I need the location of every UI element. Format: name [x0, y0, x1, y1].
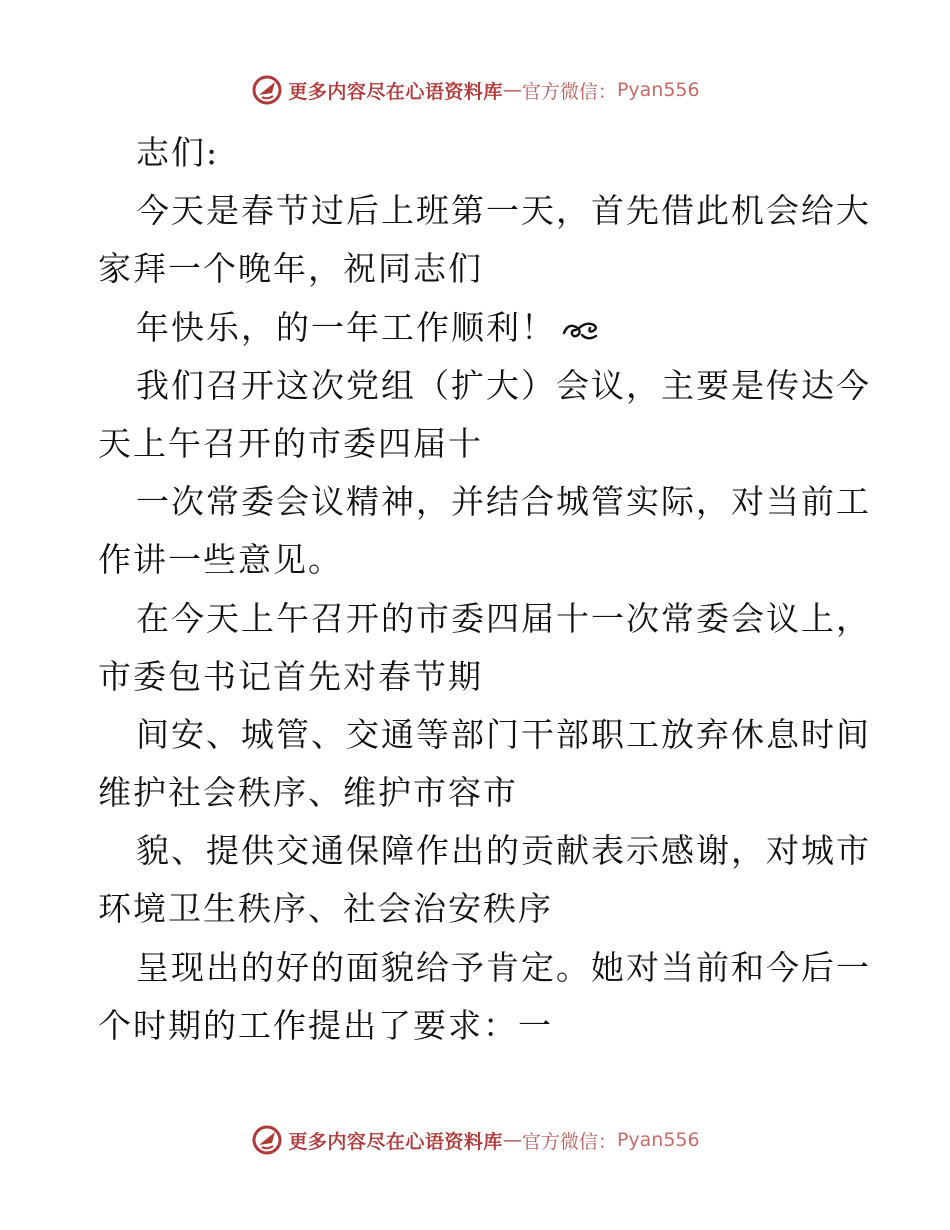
text-line: 环境卫生秩序、社会治安秩序 — [98, 889, 553, 929]
text-line: 家拜一个晚年，祝同志们 — [98, 249, 483, 289]
watermark-title: 更多内容尽在心语资料库 — [288, 1130, 503, 1153]
document-body — [98, 124, 871, 1055]
watermark-footer — [0, 1120, 950, 1160]
watermark-wechat-id: Pyan556 — [616, 79, 700, 101]
watermark-separator: ： — [597, 1130, 617, 1153]
watermark-header — [0, 70, 950, 110]
text-line: 在今天上午召开的市委四届十一次常委会议上， — [136, 598, 871, 638]
watermark-subtitle: 官方微信 — [521, 1130, 598, 1153]
text-line: 作讲一些意见。 — [98, 540, 343, 580]
watermark-title: 更多内容尽在心语资料库 — [288, 80, 503, 103]
watermark-wechat-id: Pyan556 — [616, 1129, 700, 1151]
watermark-separator: ： — [597, 80, 617, 103]
logo-icon — [250, 1123, 284, 1157]
text-line: 天上午召开的市委四届十 — [98, 423, 483, 463]
text-line: 维护社会秩序、维护市容市 — [98, 773, 518, 813]
text-line: 我们召开这次党组（扩大）会议，主要是传达今 — [136, 365, 871, 405]
swirl-ornament-icon — [560, 317, 600, 343]
text-line: 呈现出的好的面貌给予肯定。她对当前和今后一 — [136, 947, 871, 987]
text-line-content: 年快乐，的一年工作顺利！ — [136, 307, 556, 347]
text-line-with-ornament — [98, 299, 858, 357]
text-line: 市委包书记首先对春节期 — [98, 656, 483, 696]
watermark-subtitle: 官方微信 — [521, 80, 598, 103]
text-line: 貌、提供交通保障作出的贡献表示感谢，对城市 — [136, 831, 871, 871]
text-line: 个时期的工作提出了要求：一 — [98, 1005, 553, 1045]
text-line: 间安、城管、交通等部门干部职工放弃休息时间 — [136, 714, 871, 754]
text-line: 一次常委会议精神，并结合城管实际，对当前工 — [136, 482, 871, 522]
text-line: 今天是春节过后上班第一天，首先借此机会给大 — [136, 191, 871, 231]
logo-icon — [250, 73, 284, 107]
watermark-dash: — — [502, 1129, 522, 1151]
watermark-dash: — — [502, 79, 522, 101]
text-line: 志们: — [136, 133, 220, 172]
